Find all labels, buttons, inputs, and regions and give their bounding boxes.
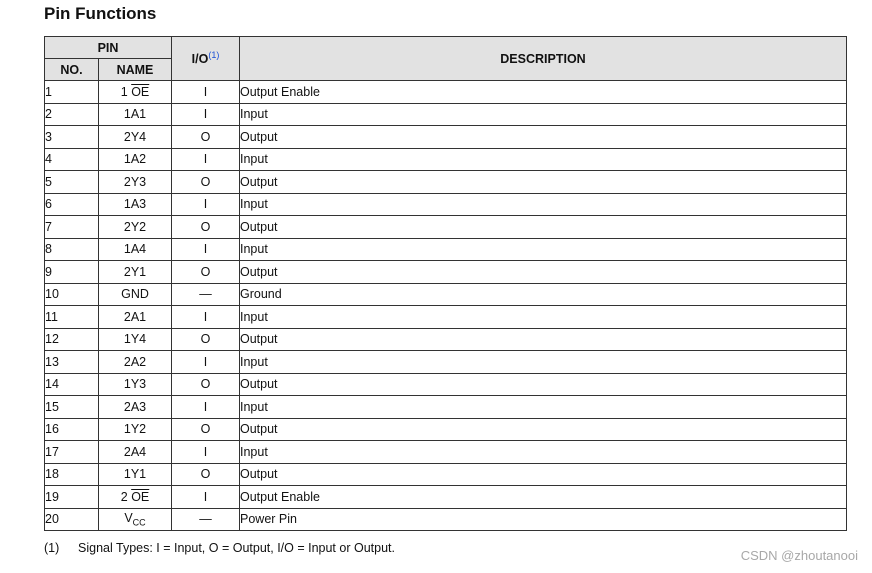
pin-io-type: O — [172, 126, 240, 149]
pin-name-text: 2A4 — [123, 444, 147, 459]
pin-number: 2 — [45, 103, 99, 126]
footnote-ref-link[interactable]: (1) — [208, 50, 220, 61]
pin-io-type: I — [172, 238, 240, 261]
pin-io-type: I — [172, 193, 240, 216]
pin-description: Input — [240, 396, 847, 419]
pin-name — [99, 508, 172, 531]
pin-io-type: I — [172, 103, 240, 126]
pin-name-text: 1Y1 — [123, 467, 147, 482]
pin-name-text: 2A1 — [123, 309, 147, 324]
pin-number: 14 — [45, 373, 99, 396]
pin-rows — [45, 81, 847, 531]
pin-name — [99, 396, 172, 419]
pin-number: 12 — [45, 328, 99, 351]
pin-description: Output Enable — [240, 81, 847, 104]
pin-name-text: 1Y4 — [123, 332, 147, 347]
pin-name — [99, 351, 172, 374]
table-row — [45, 283, 847, 306]
footnote-text: Signal Types: I = Input, O = Output, I/O = Input or Output. — [78, 541, 395, 555]
io-header-label: I/O — [191, 52, 209, 67]
pin-name-text: 2Y2 — [123, 219, 147, 234]
pin-description: Input — [240, 441, 847, 464]
no-header: NO. — [45, 59, 99, 81]
pin-name — [99, 216, 172, 239]
pin-description: Output — [240, 463, 847, 486]
table-row — [45, 508, 847, 531]
pin-name-text: 1Y2 — [123, 422, 147, 437]
pin-number: 18 — [45, 463, 99, 486]
table-row — [45, 238, 847, 261]
pin-name-text: 1A3 — [123, 197, 147, 212]
pin-name — [99, 328, 172, 351]
pin-number: 15 — [45, 396, 99, 419]
pin-description: Input — [240, 148, 847, 171]
pin-name — [99, 193, 172, 216]
table-row — [45, 81, 847, 104]
pin-name — [99, 148, 172, 171]
pin-name-text: 2A2 — [123, 354, 147, 369]
table-row — [45, 103, 847, 126]
pin-number: 7 — [45, 216, 99, 239]
table-row — [45, 306, 847, 329]
pin-name — [99, 463, 172, 486]
pin-io-type: I — [172, 306, 240, 329]
pin-name — [99, 81, 172, 104]
pin-number: 6 — [45, 193, 99, 216]
table-row — [45, 193, 847, 216]
pin-number: 10 — [45, 283, 99, 306]
pin-name — [99, 441, 172, 464]
pin-name-text: 2Y3 — [123, 174, 147, 189]
pin-name-text: 1A2 — [123, 152, 147, 167]
pin-io-type: O — [172, 328, 240, 351]
pin-io-type: I — [172, 148, 240, 171]
table-row — [45, 441, 847, 464]
pin-io-type: O — [172, 216, 240, 239]
pin-io-type: — — [172, 283, 240, 306]
pin-name-subscript: CC — [132, 517, 146, 528]
pin-io-type: I — [172, 396, 240, 419]
table-row — [45, 373, 847, 396]
pin-description: Power Pin — [240, 508, 847, 531]
pin-number: 20 — [45, 508, 99, 531]
pin-description: Output Enable — [240, 486, 847, 509]
watermark: CSDN @zhoutanooi — [740, 548, 858, 563]
pin-name — [99, 171, 172, 194]
pin-name — [99, 486, 172, 509]
pin-number: 13 — [45, 351, 99, 374]
pin-name-text: 1Y3 — [123, 377, 147, 392]
pin-name — [99, 238, 172, 261]
pin-number: 3 — [45, 126, 99, 149]
table-row — [45, 126, 847, 149]
pin-io-type: O — [172, 418, 240, 441]
table-row — [45, 328, 847, 351]
pin-name-overline: $\overline{OE}$ — [131, 489, 150, 504]
pin-number: 9 — [45, 261, 99, 284]
pin-io-type: O — [172, 261, 240, 284]
pin-description: Output — [240, 216, 847, 239]
pin-name-text: 2Y4 — [123, 129, 147, 144]
description-header: DESCRIPTION — [240, 37, 847, 81]
pin-number: 17 — [45, 441, 99, 464]
table-row — [45, 351, 847, 374]
pin-number: 8 — [45, 238, 99, 261]
pin-name-overline: $\overline{OE}$ — [131, 84, 150, 99]
pin-io-type: O — [172, 373, 240, 396]
pin-description: Input — [240, 103, 847, 126]
pin-description: Input — [240, 238, 847, 261]
pin-name — [99, 126, 172, 149]
table-row — [45, 486, 847, 509]
pin-description: Output — [240, 328, 847, 351]
pin-name-text: 1 — [120, 84, 132, 99]
io-header — [172, 37, 240, 81]
footnote-number: (1) — [44, 541, 60, 555]
pin-description: Output — [240, 418, 847, 441]
pin-io-type: O — [172, 171, 240, 194]
pin-header: PIN — [45, 37, 172, 59]
pin-number: 4 — [45, 148, 99, 171]
pin-name — [99, 261, 172, 284]
pin-name-text: 2Y1 — [123, 264, 147, 279]
table-row — [45, 396, 847, 419]
pin-io-type: I — [172, 81, 240, 104]
pin-description: Output — [240, 171, 847, 194]
pin-name — [99, 418, 172, 441]
pin-io-type: O — [172, 463, 240, 486]
pin-number: 16 — [45, 418, 99, 441]
pin-description: Input — [240, 351, 847, 374]
pin-description: Ground — [240, 283, 847, 306]
pin-name — [99, 306, 172, 329]
pin-description: Input — [240, 193, 847, 216]
footnote — [44, 541, 395, 555]
table-row — [45, 463, 847, 486]
pin-functions-table — [44, 36, 847, 531]
pin-name-text: 2A3 — [123, 399, 147, 414]
table-row — [45, 148, 847, 171]
table-row — [45, 418, 847, 441]
pin-description: Input — [240, 306, 847, 329]
pin-description: Output — [240, 126, 847, 149]
pin-io-type: I — [172, 441, 240, 464]
pin-name-text: 1A1 — [123, 107, 147, 122]
pin-number: 11 — [45, 306, 99, 329]
pin-number: 19 — [45, 486, 99, 509]
pin-name-text: 1A4 — [123, 242, 147, 257]
pin-name-text: 2 — [120, 489, 132, 504]
pin-description: Output — [240, 261, 847, 284]
pin-name — [99, 103, 172, 126]
pin-name-text: V — [124, 511, 133, 525]
pin-description: Output — [240, 373, 847, 396]
pin-name — [99, 283, 172, 306]
name-header: NAME — [99, 59, 172, 81]
table-row — [45, 216, 847, 239]
pin-io-type: — — [172, 508, 240, 531]
page-title: Pin Functions — [44, 4, 157, 23]
pin-io-type: I — [172, 351, 240, 374]
table-row — [45, 261, 847, 284]
table-row — [45, 171, 847, 194]
pin-number: 1 — [45, 81, 99, 104]
pin-name — [99, 373, 172, 396]
pin-name-text: GND — [121, 287, 149, 302]
pin-number: 5 — [45, 171, 99, 194]
pin-io-type: I — [172, 486, 240, 509]
